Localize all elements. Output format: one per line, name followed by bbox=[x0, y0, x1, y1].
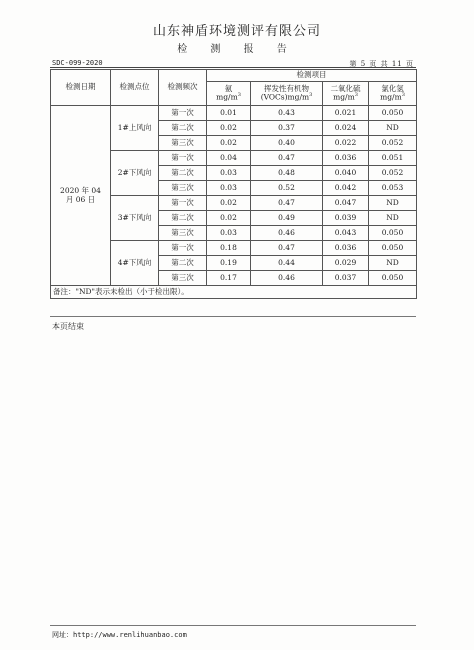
unit-text: mg/m bbox=[333, 92, 355, 102]
result-value: 0.022 bbox=[323, 136, 369, 151]
result-value: 0.053 bbox=[369, 181, 417, 196]
column-name: 二氧化硫 bbox=[330, 83, 361, 93]
test-frequency: 第一次 bbox=[159, 241, 207, 256]
test-frequency: 第一次 bbox=[159, 196, 207, 211]
header-column bbox=[251, 82, 323, 106]
header-rule bbox=[50, 67, 416, 68]
result-value: 0.043 bbox=[323, 226, 369, 241]
footer-rule bbox=[50, 625, 416, 626]
result-value: 0.050 bbox=[369, 271, 417, 286]
result-value: 0.46 bbox=[251, 226, 323, 241]
result-value: 0.02 bbox=[207, 196, 251, 211]
test-date: 2020 年 04 月 06 日 bbox=[51, 106, 111, 286]
result-value: ND bbox=[369, 196, 417, 211]
result-value: 0.03 bbox=[207, 181, 251, 196]
result-value: 0.036 bbox=[323, 151, 369, 166]
test-frequency: 第三次 bbox=[159, 271, 207, 286]
unit-text: mg/m bbox=[216, 92, 238, 102]
unit-text: mg/m bbox=[380, 92, 402, 102]
test-point: 1#上风向 bbox=[111, 106, 159, 151]
result-value: 0.01 bbox=[207, 106, 251, 121]
result-value: 0.039 bbox=[323, 211, 369, 226]
test-frequency: 第三次 bbox=[159, 136, 207, 151]
result-value: 0.050 bbox=[369, 106, 417, 121]
result-value: 0.029 bbox=[323, 256, 369, 271]
header-point: 检测点位 bbox=[111, 70, 159, 106]
test-frequency: 第二次 bbox=[159, 166, 207, 181]
result-value: 0.48 bbox=[251, 166, 323, 181]
result-value: 0.052 bbox=[369, 136, 417, 151]
result-value: 0.47 bbox=[251, 151, 323, 166]
page-end-text: 本页结束 bbox=[52, 322, 84, 331]
result-value: 0.19 bbox=[207, 256, 251, 271]
result-value: 0.037 bbox=[323, 271, 369, 286]
test-frequency: 第一次 bbox=[159, 106, 207, 121]
result-value: 0.03 bbox=[207, 226, 251, 241]
result-value: 0.036 bbox=[323, 241, 369, 256]
result-value: 0.44 bbox=[251, 256, 323, 271]
column-unit bbox=[323, 93, 368, 102]
header-frequency: 检测频次 bbox=[159, 70, 207, 106]
end-rule bbox=[50, 316, 416, 317]
column-unit bbox=[251, 93, 322, 102]
result-value: 0.02 bbox=[207, 136, 251, 151]
unit-superscript: 3 bbox=[309, 92, 313, 99]
column-unit bbox=[369, 93, 416, 102]
test-results-table bbox=[50, 69, 417, 299]
test-frequency: 第二次 bbox=[159, 256, 207, 271]
result-value: ND bbox=[369, 256, 417, 271]
result-value: 0.47 bbox=[251, 241, 323, 256]
result-value: 0.02 bbox=[207, 121, 251, 136]
test-point: 3#下风向 bbox=[111, 196, 159, 241]
header-column bbox=[207, 82, 251, 106]
test-frequency: 第二次 bbox=[159, 121, 207, 136]
result-value: 0.052 bbox=[369, 166, 417, 181]
test-frequency: 第三次 bbox=[159, 226, 207, 241]
unit-text: (VOCs)mg/m bbox=[260, 92, 310, 102]
test-frequency: 第三次 bbox=[159, 181, 207, 196]
result-value: 0.04 bbox=[207, 151, 251, 166]
result-value: 0.47 bbox=[251, 196, 323, 211]
result-value: 0.050 bbox=[369, 226, 417, 241]
result-value: 0.18 bbox=[207, 241, 251, 256]
column-unit bbox=[207, 93, 250, 102]
header-date: 检测日期 bbox=[51, 70, 111, 106]
result-value: 0.024 bbox=[323, 121, 369, 136]
column-name: 氨 bbox=[224, 83, 233, 93]
result-value: 0.17 bbox=[207, 271, 251, 286]
test-frequency: 第二次 bbox=[159, 211, 207, 226]
result-value: ND bbox=[369, 211, 417, 226]
document-title: 检 测 报 告 bbox=[177, 44, 297, 55]
unit-superscript: 3 bbox=[401, 92, 405, 99]
column-name: 氯化氢 bbox=[381, 83, 404, 93]
result-value: 0.43 bbox=[251, 106, 323, 121]
unit-superscript: 3 bbox=[354, 92, 358, 99]
report-code: SDC-099-2020 bbox=[52, 59, 103, 67]
result-value: 0.040 bbox=[323, 166, 369, 181]
result-value: 0.051 bbox=[369, 151, 417, 166]
result-value: 0.050 bbox=[369, 241, 417, 256]
table-note: 备注："ND"表示未检出（小于检出限）。 bbox=[51, 286, 417, 299]
page-info: 第 5 页 共 11 页 bbox=[349, 60, 414, 68]
header-column bbox=[369, 82, 417, 106]
result-value: 0.047 bbox=[323, 196, 369, 211]
table-row bbox=[51, 106, 417, 121]
header-test-items: 检测项目 bbox=[207, 70, 417, 82]
result-value: 0.021 bbox=[323, 106, 369, 121]
unit-superscript: 3 bbox=[237, 92, 241, 99]
result-value: 0.52 bbox=[251, 181, 323, 196]
result-value: ND bbox=[369, 121, 417, 136]
test-point: 4#下风向 bbox=[111, 241, 159, 286]
company-name: 山东神盾环境测评有限公司 bbox=[152, 24, 321, 39]
test-frequency: 第一次 bbox=[159, 151, 207, 166]
header-column bbox=[323, 82, 369, 106]
test-point: 2#下风向 bbox=[111, 151, 159, 196]
column-name: 挥发性有机物 bbox=[264, 83, 309, 93]
result-value: 0.03 bbox=[207, 166, 251, 181]
result-value: 0.02 bbox=[207, 211, 251, 226]
result-value: 0.40 bbox=[251, 136, 323, 151]
result-value: 0.37 bbox=[251, 121, 323, 136]
result-value: 0.042 bbox=[323, 181, 369, 196]
footer-website: 网址：http://www.renlihuanbao.com bbox=[52, 631, 187, 639]
result-value: 0.46 bbox=[251, 271, 323, 286]
result-value: 0.49 bbox=[251, 211, 323, 226]
